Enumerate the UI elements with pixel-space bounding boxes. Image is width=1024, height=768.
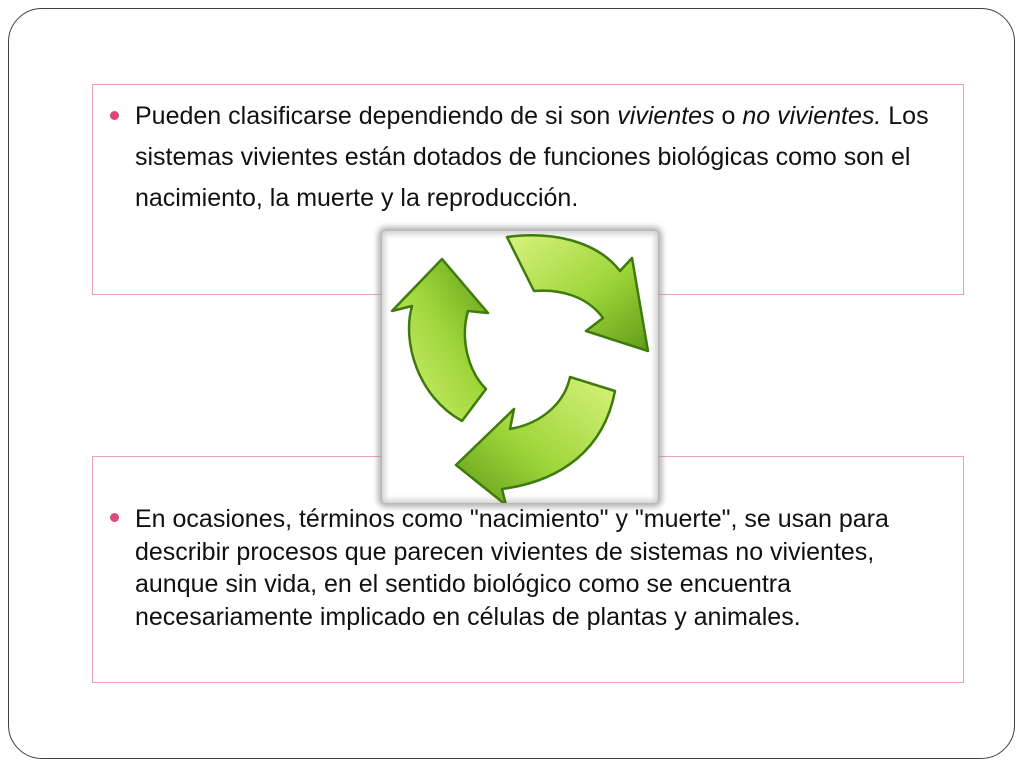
paragraph-1-part-3: Los sistemas vivientes están dotados de funciones biológicas como son el nacimiento, la muerte y la reproducción. — [135, 102, 929, 212]
recycle-arrows-icon — [382, 231, 658, 503]
arrow-left — [392, 259, 488, 421]
paragraph-1-italic-1: vivientes — [617, 102, 715, 130]
paragraph-2: En ocasiones, términos como "nacimiento" y "muerte", se usan para describir procesos que parecen vivientes de sistemas no vivientes, aunque sin vida, en el sentido biológico como se encuentra necesariamente implicado en células de plantas y animales. — [135, 505, 889, 631]
paragraph-1-part-2: o — [714, 102, 743, 130]
recycle-image — [382, 231, 658, 503]
bullet-1 — [110, 111, 119, 120]
paragraph-1-italic-2: no vivientes. — [742, 102, 882, 130]
paragraph-1 — [135, 96, 940, 219]
bullet-2 — [110, 513, 119, 522]
paragraph-1-part-1: Pueden clasificarse dependiendo de si son — [135, 102, 618, 130]
arrow-top-right — [507, 235, 648, 351]
